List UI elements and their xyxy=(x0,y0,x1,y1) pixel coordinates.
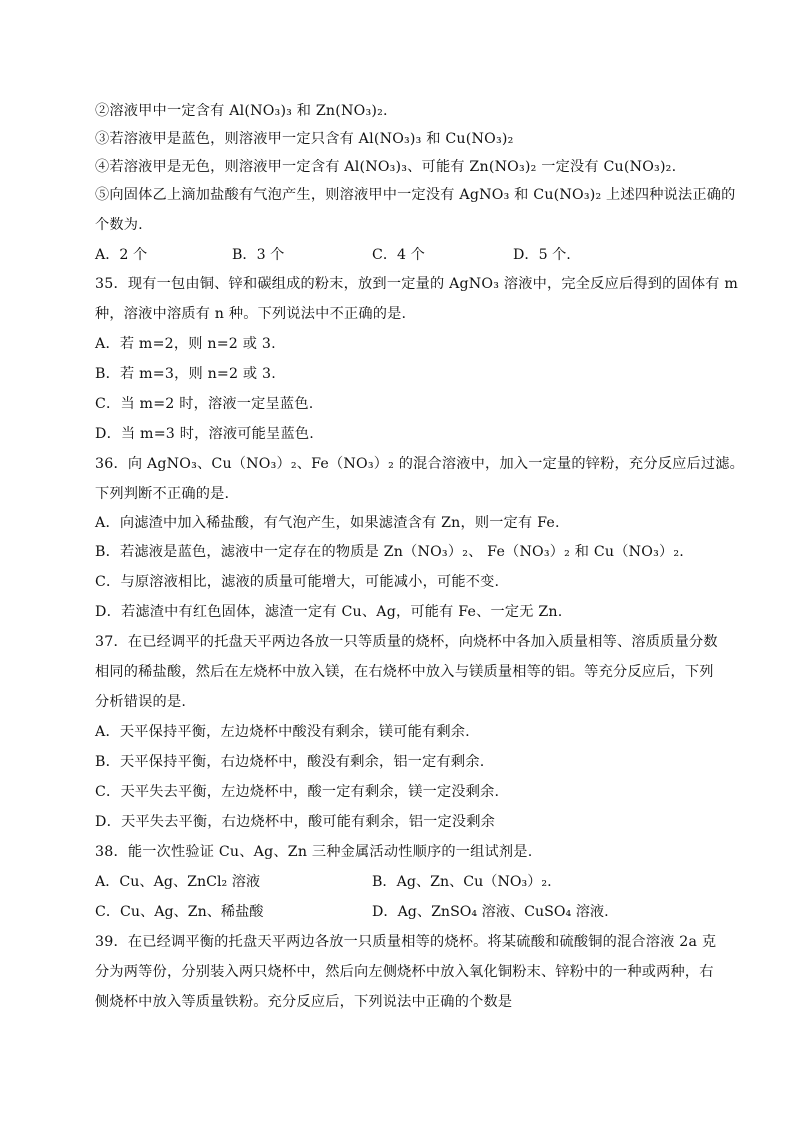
text-line: 36．向 AgNO₃、Cu（NO₃）₂、Fe（NO₃）₂ 的混合溶液中，加入一定量的锌粉，充分反应后过滤。 xyxy=(95,456,745,472)
text-line: 相同的稀盐酸，然后在左烧杯中放入镁，在右烧杯中放入与镁质量相等的铝。等充分反应后，下列 xyxy=(95,664,714,680)
q34-option-a: A．2 个 xyxy=(95,247,148,263)
q38-option-c: C．Cu、Ag、Zn、稀盐酸 xyxy=(95,904,264,920)
text-line: 35．现有一包由铜、锌和碳组成的粉末，放到一定量的 AgNO₃ 溶液中，完全反应后得到的固体有 m xyxy=(95,276,739,292)
q38-option-d: D．Ag、ZnSO₄ 溶液、CuSO₄ 溶液. xyxy=(372,904,609,920)
text-line: ⑤向固体乙上滴加盐酸有气泡产生，则溶液甲中一定没有 AgNO₃ 和 Cu(NO₃)₂ 上述四种说法正确的 xyxy=(95,187,736,203)
text-line: B．天平保持平衡，右边烧杯中，酸没有剩余，铝一定有剩余. xyxy=(95,754,485,770)
text-line: B．若 m=3，则 n=2 或 3. xyxy=(95,366,276,382)
text-line: 38．能一次性验证 Cu、Ag、Zn 三种金属活动性顺序的一组试剂是. xyxy=(95,844,533,860)
q34-option-d: D．5 个. xyxy=(513,247,571,263)
text-line: 分析错误的是. xyxy=(95,694,187,710)
q38-option-a: A．Cu、Ag、ZnCl₂ 溶液 xyxy=(95,874,261,890)
q38-option-b: B．Ag、Zn、Cu（NO₃）₂. xyxy=(372,874,552,890)
text-line: A．天平保持平衡，左边烧杯中酸没有剩余，镁可能有剩余. xyxy=(95,724,470,740)
text-line: 种，溶液中溶质有 n 种。下列说法中不正确的是. xyxy=(95,306,407,322)
text-line: D．当 m=3 时，溶液可能呈蓝色. xyxy=(95,426,314,442)
text-line: ③若溶液甲是蓝色，则溶液甲一定只含有 Al(NO₃)₃ 和 Cu(NO₃)₂ xyxy=(95,131,514,147)
text-line: A．若 m=2，则 n=2 或 3. xyxy=(95,336,276,352)
text-line: D．若滤渣中有红色固体，滤渣一定有 Cu、Ag，可能有 Fe、一定无 Zn. xyxy=(95,604,563,620)
q34-option-c: C．4 个 xyxy=(372,247,425,263)
text-line: C．当 m=2 时，溶液一定呈蓝色. xyxy=(95,396,314,412)
q34-option-b: B．3 个 xyxy=(232,247,285,263)
text-line: C．与原溶液相比，滤液的质量可能增大，可能减小，可能不变. xyxy=(95,574,500,590)
text-line: D．天平失去平衡，右边烧杯中，酸可能有剩余，铝一定没剩余 xyxy=(95,814,496,830)
text-line: 侧烧杯中放入等质量铁粉。充分反应后，下列说法中正确的个数是 xyxy=(95,994,513,1010)
text-line: 个数为. xyxy=(95,217,143,233)
text-line: C．天平失去平衡，左边烧杯中，酸一定有剩余，镁一定没剩余. xyxy=(95,784,500,800)
text-line: 分为两等份，分别装入两只烧杯中，然后向左侧烧杯中放入氧化铜粉末、锌粉中的一种或两种，右 xyxy=(95,964,714,980)
text-line: B．若滤液是蓝色，滤液中一定存在的物质是 Zn（NO₃）₂、 Fe（NO₃）₂ 和 Cu（NO₃）₂. xyxy=(95,544,684,560)
text-line: ④若溶液甲是无色，则溶液甲一定含有 Al(NO₃)₃、可能有 Zn(NO₃)₂ 一定没有 Cu(NO₃)₂. xyxy=(95,159,677,175)
text-line: A．向滤渣中加入稀盐酸，有气泡产生，如果滤渣含有 Zn，则一定有 Fe. xyxy=(95,515,560,531)
text-line: ②溶液甲中一定含有 Al(NO₃)₃ 和 Zn(NO₃)₂. xyxy=(95,103,388,119)
text-line: 下列判断不正确的是. xyxy=(95,486,230,502)
text-line: 39．在已经调平衡的托盘天平两边各放一只质量相等的烧杯。将某硫酸和硫酸铜的混合溶液 2a 克 xyxy=(95,934,717,950)
text-line: 37．在已经调平的托盘天平两边各放一只等质量的烧杯，向烧杯中各加入质量相等、溶质质量分数 xyxy=(95,634,718,650)
